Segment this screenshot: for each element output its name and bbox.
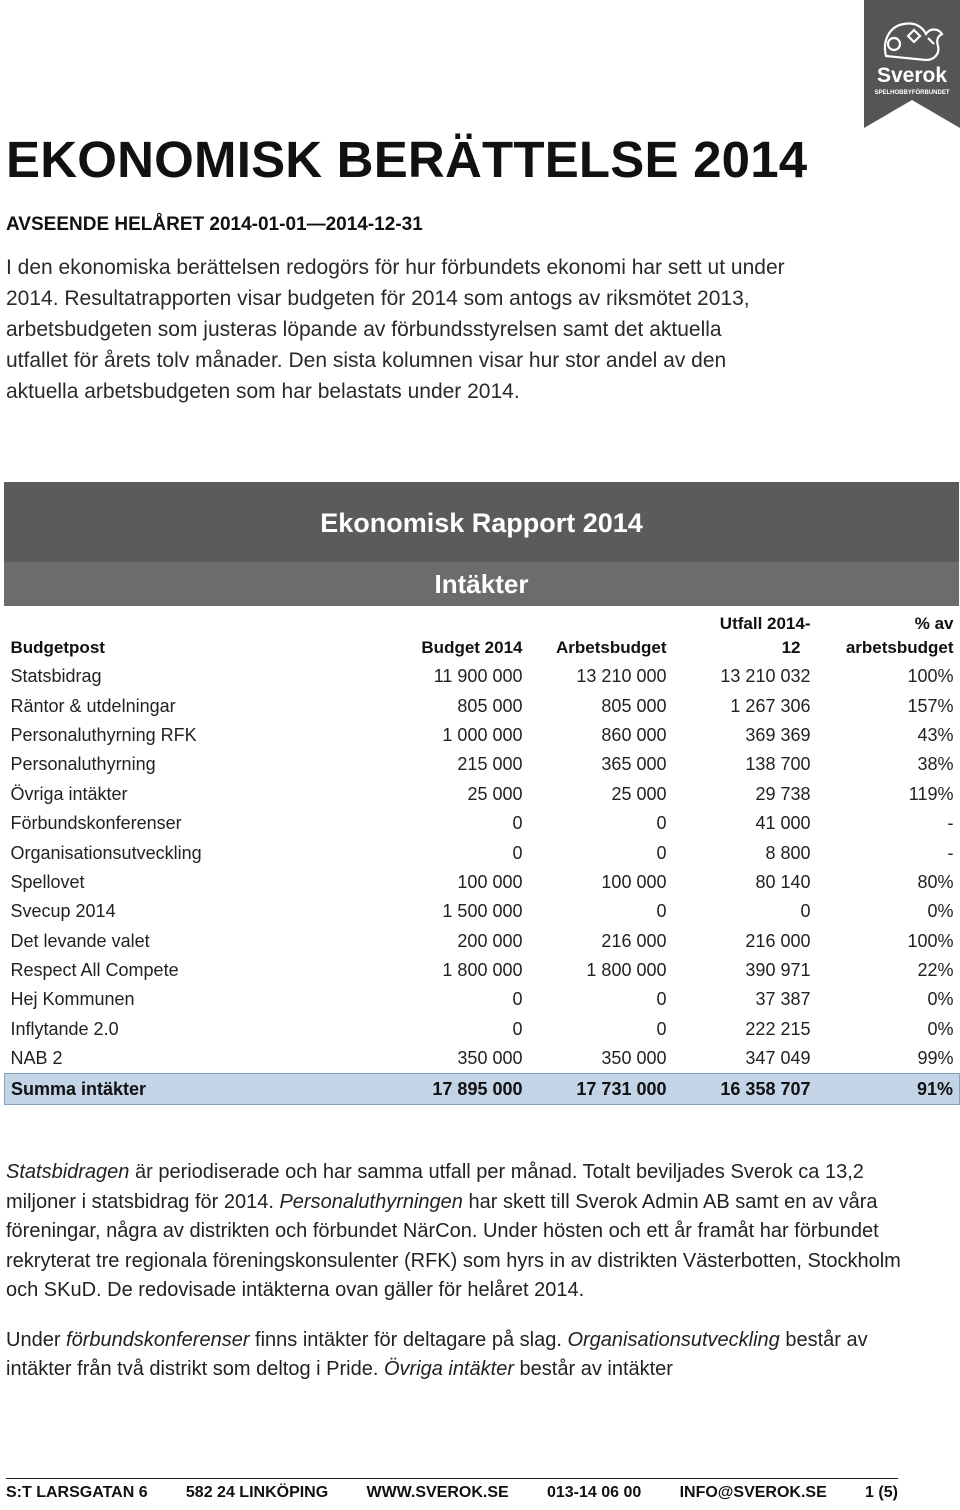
footer-email-link[interactable]: INFO@SVEROK.SE bbox=[679, 1484, 827, 1501]
cell-arbetsbudget: 365 000 bbox=[601, 754, 667, 775]
table-row bbox=[5, 750, 960, 779]
note-emphasis: Organisationsutveckling bbox=[567, 1328, 780, 1351]
table-row bbox=[5, 1044, 960, 1074]
table-body bbox=[5, 662, 960, 1074]
cell-arbetsbudget: 0 bbox=[656, 842, 667, 863]
table-row bbox=[5, 780, 960, 809]
sum-budget: 17 895 000 bbox=[377, 1074, 529, 1104]
sum-arbetsbudget: 17 731 000 bbox=[529, 1074, 673, 1104]
cell-andel: 38% bbox=[917, 754, 954, 775]
cell-arbetsbudget: 1 800 000 bbox=[586, 960, 667, 981]
cell-utfall: 222 215 bbox=[745, 1018, 811, 1039]
cell-utfall: 13 210 032 bbox=[720, 666, 811, 687]
cell-arbetsbudget: 805 000 bbox=[601, 695, 667, 716]
note-emphasis: förbundskonferenser bbox=[66, 1328, 250, 1351]
cell-budget: 215 000 bbox=[457, 754, 523, 775]
table-row bbox=[5, 838, 960, 867]
cell-budget: 0 bbox=[512, 1018, 523, 1039]
cell-budgetpost: Personaluthyrning RFK bbox=[10, 724, 197, 745]
cell-arbetsbudget: 0 bbox=[656, 989, 667, 1010]
cell-budget: 100 000 bbox=[457, 871, 523, 892]
col-header-budgetpost: Budgetpost bbox=[5, 606, 377, 662]
footer-phone: 013-14 06 00 bbox=[546, 1484, 642, 1501]
cell-arbetsbudget: 0 bbox=[656, 901, 667, 922]
cell-budgetpost: Spellovet bbox=[10, 871, 85, 892]
table-row bbox=[5, 985, 960, 1014]
cell-budget: 0 bbox=[512, 989, 523, 1010]
note-text: består av intäkter bbox=[514, 1358, 673, 1380]
cell-arbetsbudget: 100 000 bbox=[601, 871, 667, 892]
cell-utfall: 216 000 bbox=[745, 930, 811, 951]
cell-andel: 0% bbox=[927, 989, 954, 1010]
cell-budgetpost: Statsbidrag bbox=[10, 666, 102, 687]
col-header-arbetsbudget: Arbetsbudget bbox=[529, 606, 673, 662]
cell-budget: 25 000 bbox=[467, 783, 523, 804]
table-row bbox=[5, 927, 960, 956]
intro-paragraph bbox=[6, 252, 906, 407]
cell-utfall: 347 049 bbox=[745, 1048, 811, 1069]
cell-budgetpost: Räntor & utdelningar bbox=[10, 695, 176, 716]
cell-andel: 100% bbox=[907, 930, 954, 951]
cell-andel: 119% bbox=[908, 783, 954, 804]
cell-budgetpost: Hej Kommunen bbox=[10, 989, 135, 1010]
notes-section bbox=[6, 1158, 906, 1385]
footer-website-link[interactable]: WWW.SVEROK.SE bbox=[366, 1484, 509, 1501]
cell-arbetsbudget: 860 000 bbox=[601, 724, 667, 745]
cell-andel: 43% bbox=[917, 724, 954, 745]
cell-budgetpost: Svecup 2014 bbox=[10, 901, 116, 922]
cell-utfall: 37 387 bbox=[755, 989, 811, 1010]
cell-budgetpost: NAB 2 bbox=[10, 1048, 63, 1069]
cell-arbetsbudget: 216 000 bbox=[601, 930, 667, 951]
intro-line: 2014. Resultatrapporten visar budgeten för 2014 som antogs av riksmötet 2013, bbox=[6, 287, 750, 310]
cell-budget: 0 bbox=[512, 813, 523, 834]
cell-utfall: 8 800 bbox=[765, 842, 811, 863]
note-paragraph-2 bbox=[6, 1326, 906, 1385]
table-header-row bbox=[5, 606, 960, 662]
cell-budget: 1 500 000 bbox=[442, 901, 523, 922]
table-row bbox=[5, 691, 960, 720]
report-section-title: Intäkter bbox=[4, 562, 959, 606]
cell-budget: 200 000 bbox=[457, 930, 523, 951]
col-header-utfall bbox=[673, 606, 817, 662]
table-row bbox=[5, 868, 960, 897]
report-title: Ekonomisk Rapport 2014 bbox=[4, 482, 959, 562]
page-title: EKONOMISK BERÄTTELSE 2014 bbox=[6, 131, 808, 188]
sum-utfall: 16 358 707 bbox=[673, 1074, 817, 1104]
cell-andel: - bbox=[947, 813, 954, 834]
cell-arbetsbudget: 25 000 bbox=[611, 783, 667, 804]
cell-andel: 80% bbox=[917, 871, 954, 892]
col-header-andel bbox=[817, 606, 960, 662]
sum-andel: 91% bbox=[817, 1074, 960, 1104]
table-row bbox=[5, 721, 960, 750]
intro-line: I den ekonomiska berättelsen redogörs för hur förbundets ekonomi har sett ut under bbox=[6, 256, 785, 279]
cell-budget: 1 000 000 bbox=[442, 724, 523, 745]
cell-budget: 1 800 000 bbox=[442, 960, 523, 981]
note-text: har skett till Sverok Admin AB samt en av våra föreningar, några av distrikten och förbundet NärCon. Under hösten och ett år framåt har förbundet rekryterat tre regionala föreningskonsulenter (RFK) som hyrs in av distrikten Västerbotten, Stockholm och SKuD. De redovisade intäkterna ovan gäller för helåret 2014. bbox=[6, 1190, 901, 1301]
intro-line: arbetsbudgeten som justeras löpande av förbundsstyrelsen samt det aktuella bbox=[6, 318, 722, 341]
cell-budget: 11 900 000 bbox=[433, 666, 523, 687]
table-row bbox=[5, 897, 960, 926]
cell-utfall: 80 140 bbox=[755, 871, 811, 892]
cell-budget: 0 bbox=[512, 842, 523, 863]
income-table bbox=[4, 606, 960, 1105]
note-emphasis: Statsbidragen bbox=[6, 1161, 130, 1183]
intro-line: utfallet för årets tolv månader. Den sista kolumnen visar hur stor andel av den bbox=[6, 349, 727, 372]
logo-tagline: SPELHOBBYFÖRBUNDET bbox=[874, 90, 950, 96]
cell-budgetpost: Inflytande 2.0 bbox=[10, 1018, 119, 1039]
cell-utfall: 138 700 bbox=[745, 754, 811, 775]
economic-report-table bbox=[4, 482, 959, 1105]
table-row bbox=[5, 809, 960, 838]
cell-arbetsbudget: 350 000 bbox=[601, 1048, 667, 1069]
page-subtitle: AVSEENDE HELÅRET 2014-01-01—2014-12-31 bbox=[6, 214, 423, 235]
note-emphasis: Personaluthyrningen bbox=[279, 1190, 463, 1213]
cell-utfall: 369 369 bbox=[745, 724, 811, 745]
footer-address: S:T LARSGATAN 6 bbox=[6, 1484, 148, 1501]
cell-arbetsbudget: 0 bbox=[656, 1018, 667, 1039]
sverok-logo bbox=[864, 0, 960, 128]
footer-page-number: 1 (5) bbox=[865, 1484, 898, 1501]
table-row bbox=[5, 662, 960, 691]
note-paragraph-1 bbox=[6, 1158, 906, 1306]
cell-utfall: 0 bbox=[800, 901, 811, 922]
note-emphasis: Övriga intäkter bbox=[383, 1358, 514, 1380]
cell-budget: 350 000 bbox=[457, 1048, 523, 1069]
table-row bbox=[5, 956, 960, 985]
cell-andel: 0% bbox=[927, 1018, 954, 1039]
cell-utfall: 41 000 bbox=[755, 813, 811, 834]
note-text: finns intäkter för deltagare på slag. bbox=[249, 1328, 568, 1351]
col-header-budget: Budget 2014 bbox=[377, 606, 529, 662]
col-header-utfall-line1: Utfall 2014- bbox=[719, 614, 811, 633]
cell-andel: 22% bbox=[917, 960, 954, 981]
col-header-andel-line1: % av bbox=[914, 614, 954, 633]
cell-budgetpost: Det levande valet bbox=[10, 930, 150, 951]
cell-andel: 100% bbox=[907, 666, 954, 687]
cell-budget: 805 000 bbox=[457, 695, 523, 716]
sum-row bbox=[5, 1074, 960, 1104]
cell-andel: 0% bbox=[927, 901, 954, 922]
footer-postal: 582 24 LINKÖPING bbox=[185, 1484, 329, 1501]
logo-banner bbox=[864, 0, 960, 128]
logo-text: Sverok bbox=[876, 64, 948, 87]
cell-andel: - bbox=[947, 842, 954, 863]
cell-budgetpost: Personaluthyrning bbox=[10, 754, 156, 775]
note-text: Under bbox=[6, 1328, 67, 1351]
cell-budgetpost: Övriga intäkter bbox=[10, 783, 128, 804]
cell-budgetpost: Förbundskonferenser bbox=[10, 813, 182, 834]
col-header-andel-line2: arbetsbudget bbox=[845, 638, 954, 657]
cell-arbetsbudget: 13 210 000 bbox=[576, 666, 667, 687]
note-text: består av intäkter från två distrikt som deltog i Pride. bbox=[6, 1328, 868, 1380]
cell-utfall: 29 738 bbox=[755, 783, 811, 804]
table-row bbox=[5, 1015, 960, 1044]
note-text: är periodiserade och har samma utfall per månad. Totalt beviljades Sverok ca 13,2 miljoner i statsbidrag för 2014. bbox=[6, 1161, 864, 1213]
sum-label: Summa intäkter bbox=[5, 1074, 377, 1104]
page-footer bbox=[6, 1484, 898, 1502]
intro-line: aktuella arbetsbudgeten som har belastats under 2014. bbox=[6, 380, 520, 403]
cell-budgetpost: Organisationsutveckling bbox=[10, 842, 202, 863]
cell-andel: 99% bbox=[917, 1048, 954, 1069]
cell-andel: 157% bbox=[907, 695, 954, 716]
cell-utfall: 390 971 bbox=[745, 960, 811, 981]
cell-utfall: 1 267 306 bbox=[730, 695, 811, 716]
cell-budgetpost: Respect All Compete bbox=[10, 960, 179, 981]
col-header-utfall-line2: 12 bbox=[781, 638, 801, 657]
footer-divider bbox=[6, 1478, 898, 1479]
cell-arbetsbudget: 0 bbox=[656, 813, 667, 834]
